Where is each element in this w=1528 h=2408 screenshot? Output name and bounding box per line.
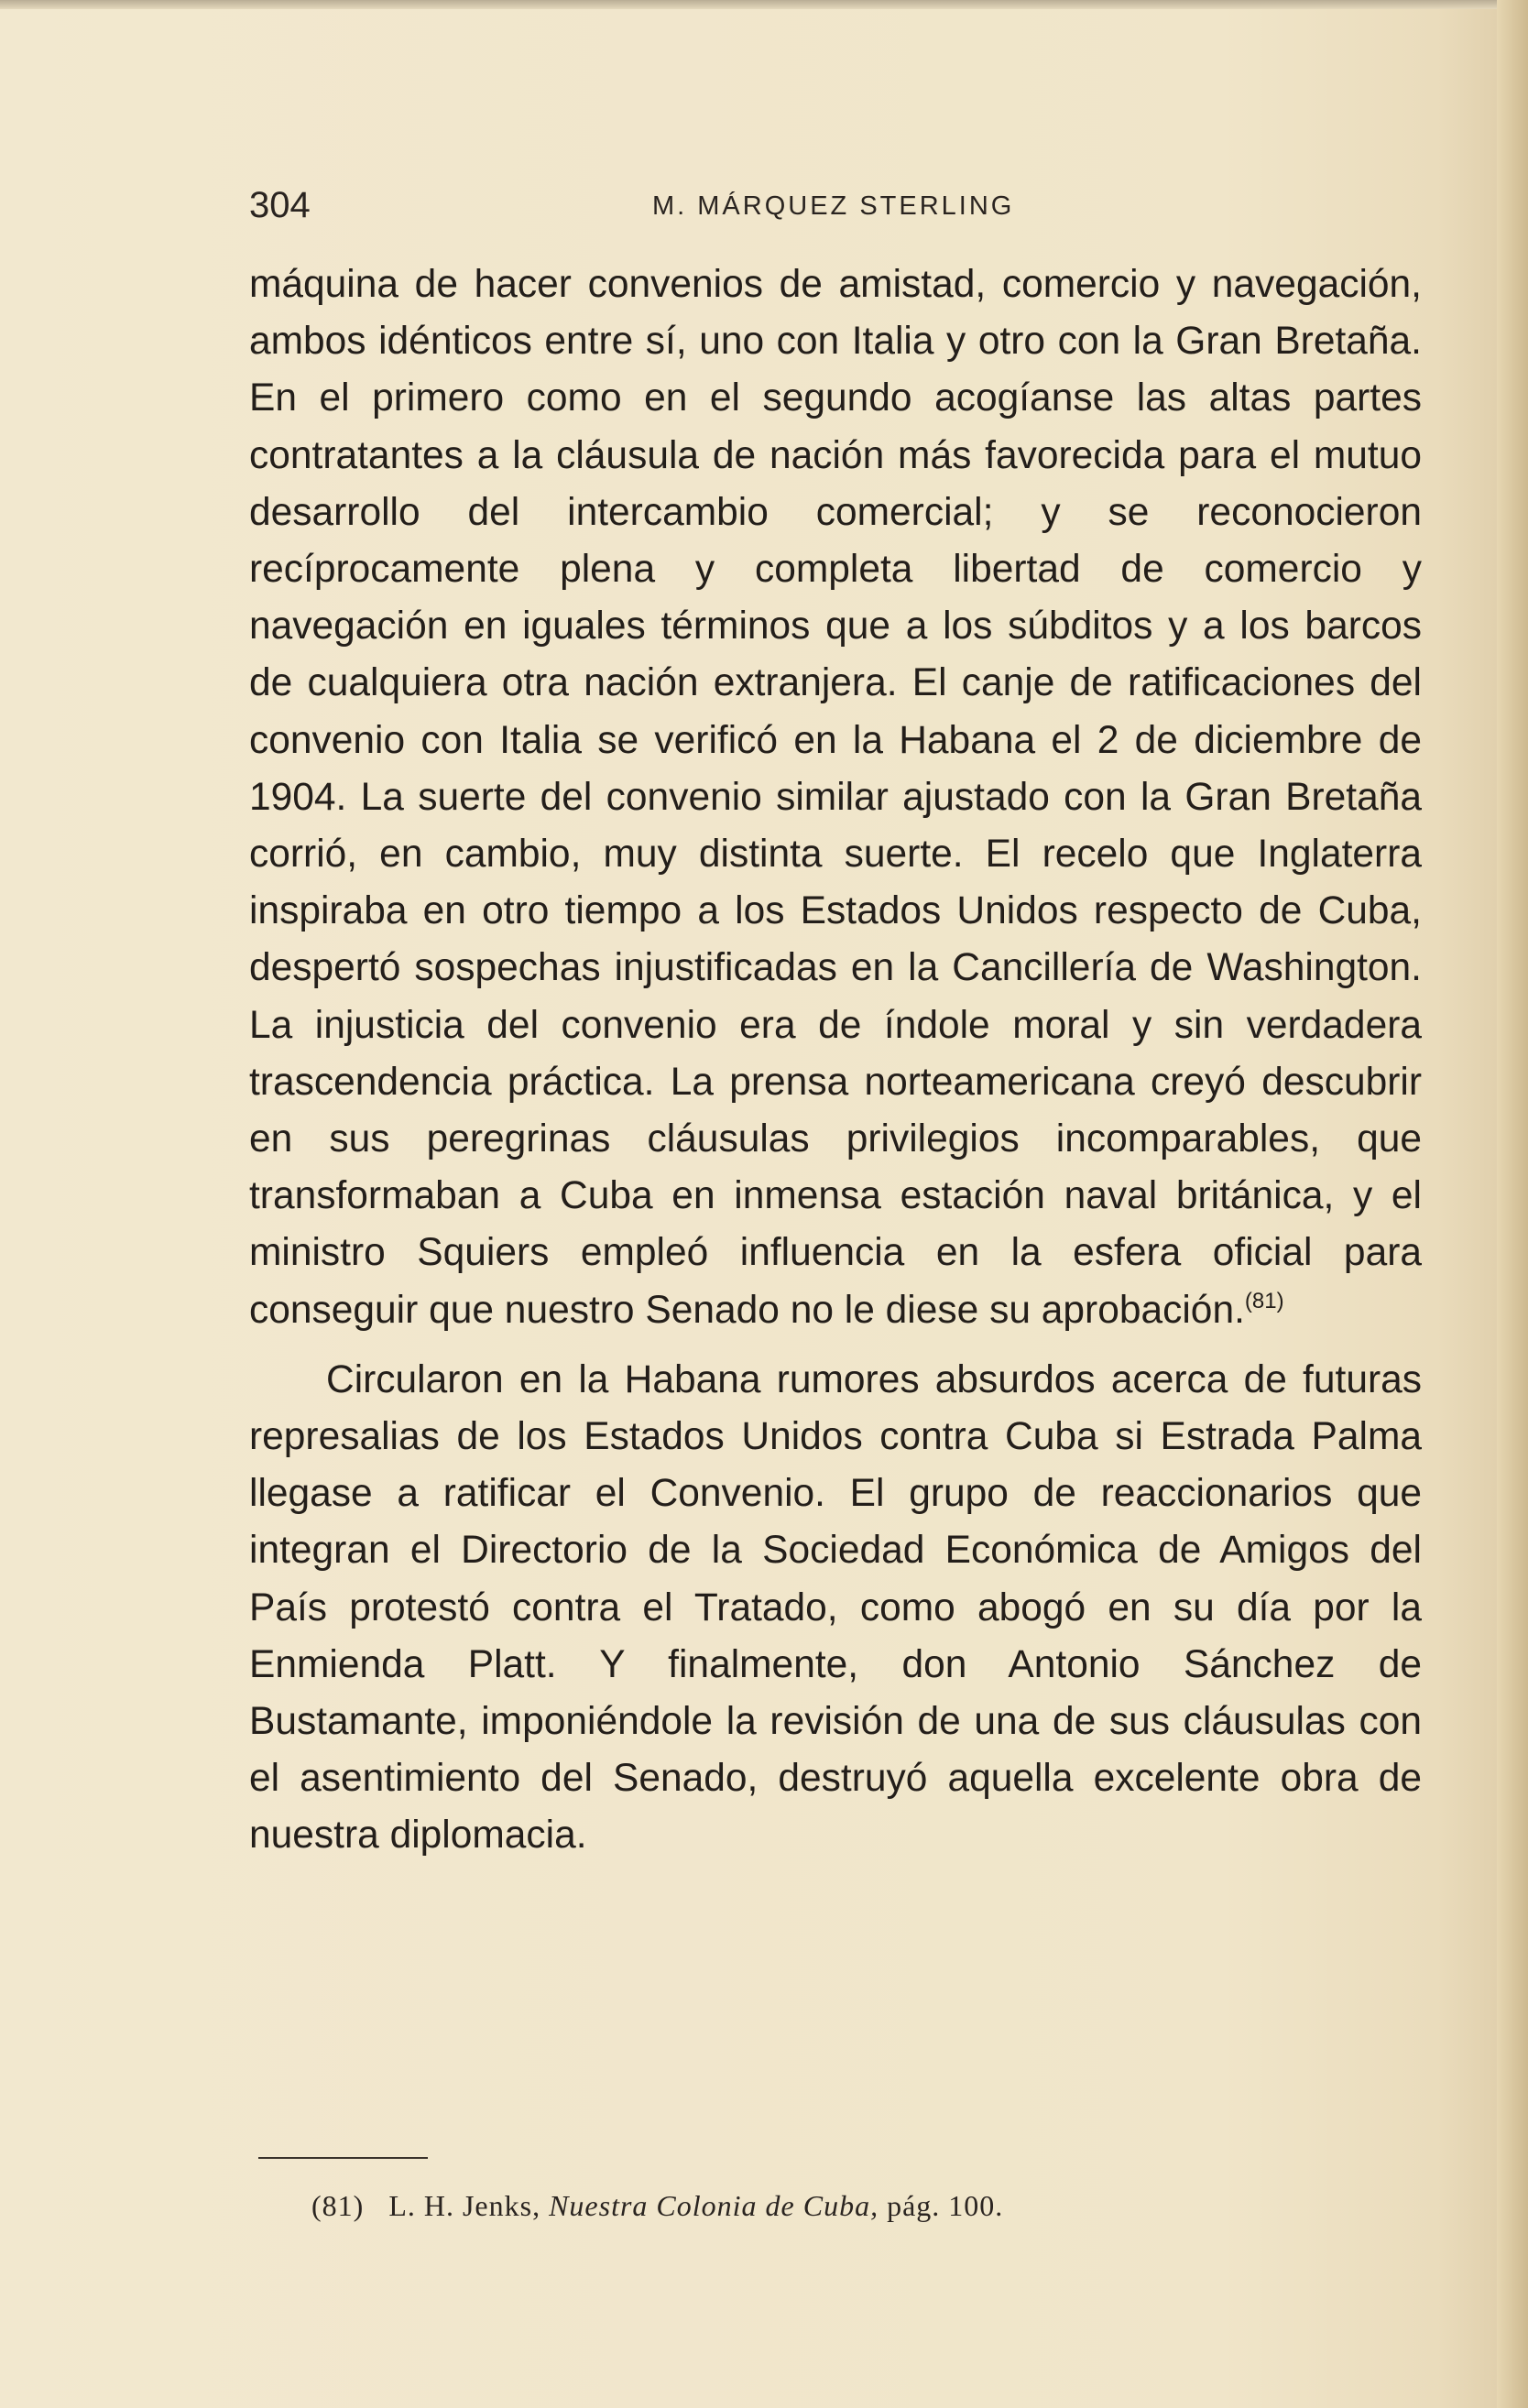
paragraph-2: [249, 1352, 1422, 1865]
footnote-rule: [258, 2157, 428, 2159]
footnote-author: L. H. Jenks,: [388, 2189, 541, 2222]
footnote-page: pág. 100.: [887, 2189, 1004, 2222]
page-header: [249, 178, 1440, 233]
page-right-edge: [1497, 0, 1528, 2408]
paragraph-2-text: Circularon en la Habana rumores absurdos acerca de futuras represalias de los Estados Unidos contra Cuba si Estrada Palma llegase a ratificar el Convenio. El grupo de reaccionarios que integran el Directorio de la Sociedad Económica de Amigos del País protestó contra el Tratado, como abogó en su día por la Enmienda Platt. Y finalmente, don Antonio Sánchez de Bustamante, imponiéndole la revisión de una de sus cláusulas con el asentimiento del Senado, destruyó aquella excelente obra de nuestra diplomacia.: [249, 1357, 1422, 1858]
footnote-title: Nuestra Colonia de Cuba,: [549, 2189, 879, 2222]
paragraph-1: [249, 256, 1422, 1339]
page-number: 304: [249, 185, 311, 225]
footnote-number: (81): [311, 2189, 365, 2222]
page-top-edge: [0, 0, 1528, 9]
paragraph-1-text: máquina de hacer convenios de amistad, comercio y navegación, ambos idénticos entre sí, uno con Italia y otro con la Gran Bretaña. En el primero como en el segundo acogíanse las altas partes contratantes a la cláusula de nación más favorecida para el mutuo desarrollo del intercambio comercial; y se reconocieron recíprocamente plena y completa libertad de comercio y navegación en iguales términos que a los súbditos y a los barcos de cualquiera otra nación extranjera. El canje de ratificaciones del convenio con Italia se verificó en la Habana el 2 de diciembre de 1904. La suerte del convenio similar ajustado con la Gran Bretaña corrió, en cambio, muy distinta suerte. El recelo que Inglaterra inspiraba en otro tiempo a los Estados Unidos respecto de Cuba, despertó sospechas injustificadas en la Cancillería de Washington. La injusticia del convenio era de índole moral y sin verdadera trascendencia práctica. La prensa norteamericana creyó descubrir en sus peregrinas cláusulas privilegios incomparables, que transformaban a Cuba en inmensa estación naval británica, y el ministro Squiers empleó influencia en la esfera oficial para conseguir que nuestro Senado no le diese su aprobación.: [249, 263, 1422, 1332]
footnote-reference: (81): [1244, 1288, 1284, 1313]
running-head: M. MÁRQUEZ STERLING: [652, 191, 1015, 221]
footnote: [311, 2184, 1003, 2228]
body-text: [249, 256, 1422, 1865]
